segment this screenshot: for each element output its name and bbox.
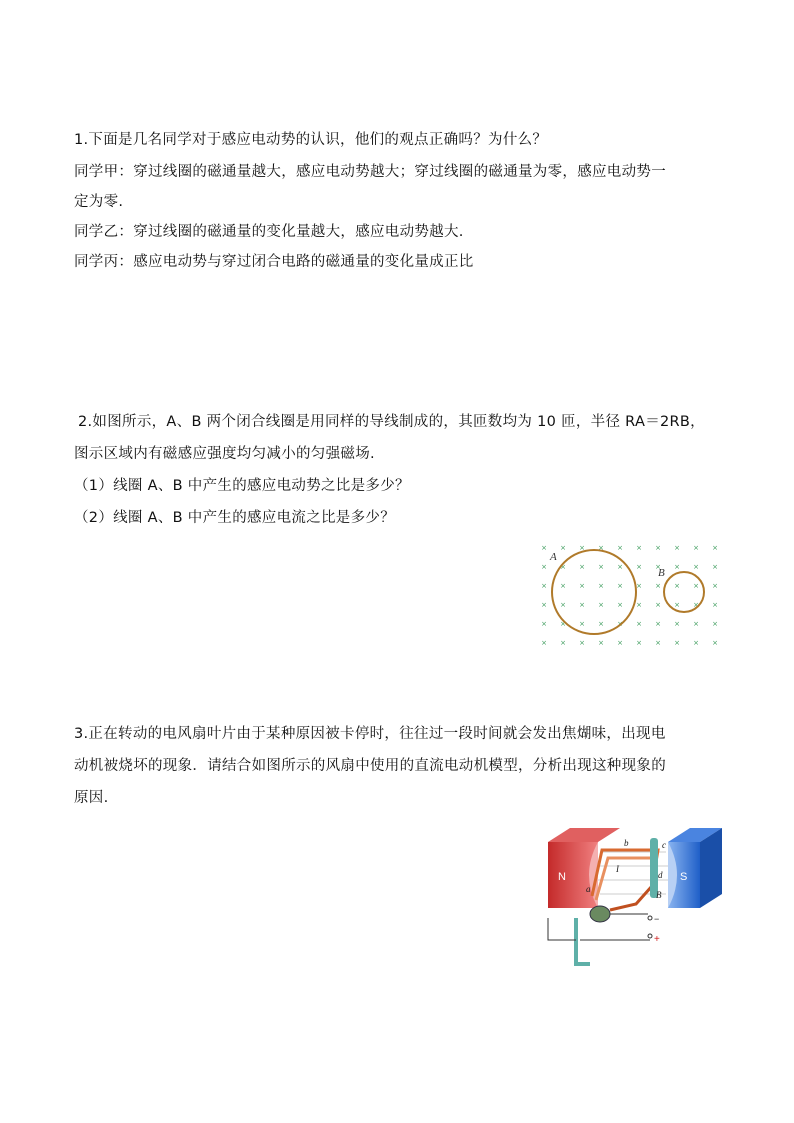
field-mark: × — [712, 639, 718, 647]
coil-a-label: A — [550, 551, 557, 563]
field-mark: × — [541, 563, 547, 571]
field-mark: × — [712, 620, 718, 628]
q3-stem-line1: 3.正在转动的电风扇叶片由于某种原因被卡停时，往往过一段时间就会发出焦煳味，出现电 — [74, 726, 666, 742]
field-mark: × — [560, 544, 566, 552]
field-mark: × — [636, 620, 642, 628]
axle-post — [650, 838, 658, 898]
field-mark: × — [674, 544, 680, 552]
field-mark: × — [598, 563, 604, 571]
field-mark: × — [617, 601, 623, 609]
q1-student-jia-line1: 同学甲：穿过线圈的磁通量越大，感应电动势越大；穿过线圈的磁通量为零，感应电动势一 — [74, 164, 666, 180]
label-d: d — [658, 870, 663, 880]
label-current: I — [616, 864, 619, 874]
field-mark: × — [617, 639, 623, 647]
field-mark: × — [541, 620, 547, 628]
field-mark: × — [655, 639, 661, 647]
field-mark: × — [655, 563, 661, 571]
field-mark: × — [541, 582, 547, 590]
q2-sub-question-2: （2）线圈 A、B 中产生的感应电流之比是多少？ — [74, 510, 396, 526]
field-mark: × — [693, 563, 699, 571]
brush-left — [576, 918, 590, 964]
north-magnet — [548, 828, 620, 908]
coils-figure — [536, 540, 726, 650]
field-mark: × — [693, 544, 699, 552]
field-mark: × — [674, 620, 680, 628]
field-mark: × — [560, 601, 566, 609]
field-mark: × — [598, 639, 604, 647]
north-label: N — [558, 871, 566, 883]
q3-stem-line2: 动机被烧坏的现象．请结合如图所示的风扇中使用的直流电动机模型，分析出现这种现象的 — [74, 758, 666, 774]
field-mark: × — [617, 620, 623, 628]
field-mark: × — [636, 639, 642, 647]
coil-a — [552, 550, 636, 634]
q2-stem-line1: 2.如图所示，A、B 两个闭合线圈是用同样的导线制成的，其匝数均为 10 匝，半径 RA＝2RB， — [78, 414, 705, 430]
south-magnet — [668, 828, 722, 908]
field-mark: × — [541, 601, 547, 609]
field-mark: × — [579, 544, 585, 552]
q2-sub-question-1: （1）线圈 A、B 中产生的感应电动势之比是多少？ — [74, 478, 410, 494]
terminal-minus — [648, 916, 652, 920]
label-b: b — [624, 838, 629, 848]
field-mark: × — [598, 582, 604, 590]
field-mark: × — [674, 563, 680, 571]
field-mark: × — [636, 582, 642, 590]
commutator — [590, 906, 610, 922]
field-mark: × — [598, 620, 604, 628]
south-label: S — [680, 871, 688, 883]
minus-sign: − — [654, 914, 660, 924]
plus-sign: + — [654, 934, 660, 945]
field-mark: × — [712, 544, 718, 552]
field-mark: × — [693, 601, 699, 609]
q3-stem-line3: 原因. — [74, 790, 109, 806]
dc-motor-figure — [540, 822, 730, 972]
field-mark: × — [579, 620, 585, 628]
field-mark: × — [579, 582, 585, 590]
field-mark: × — [655, 544, 661, 552]
field-mark: × — [693, 620, 699, 628]
field-mark: × — [655, 601, 661, 609]
label-a: a — [586, 884, 591, 894]
field-mark: × — [598, 544, 604, 552]
field-mark: × — [560, 563, 566, 571]
field-mark: × — [674, 601, 680, 609]
field-mark: × — [541, 639, 547, 647]
field-mark: × — [560, 639, 566, 647]
field-mark: × — [636, 544, 642, 552]
coil-b-label: B — [658, 567, 665, 579]
field-mark: × — [579, 639, 585, 647]
field-mark: × — [674, 582, 680, 590]
field-mark: × — [674, 639, 680, 647]
coil-b — [664, 572, 704, 612]
field-mark: × — [655, 620, 661, 628]
q1-student-yi: 同学乙：穿过线圈的磁通量的变化量越大，感应电动势越大. — [74, 224, 464, 240]
q2-stem-line2: 图示区域内有磁感应强度均匀减小的匀强磁场. — [74, 446, 375, 462]
field-mark: × — [712, 601, 718, 609]
field-mark: × — [712, 582, 718, 590]
field-mark: × — [712, 563, 718, 571]
field-mark: × — [598, 601, 604, 609]
field-mark: × — [636, 563, 642, 571]
q1-student-bing: 同学丙：感应电动势与穿过闭合电路的磁通量的变化量成正比 — [74, 254, 474, 270]
field-mark: × — [693, 639, 699, 647]
field-mark: × — [693, 582, 699, 590]
field-mark: × — [617, 563, 623, 571]
field-mark: × — [655, 582, 661, 590]
field-mark: × — [579, 601, 585, 609]
field-mark: × — [636, 601, 642, 609]
terminal-plus — [648, 934, 652, 938]
field-mark: × — [541, 544, 547, 552]
field-mark: × — [579, 563, 585, 571]
q1-stem: 1.下面是几名同学对于感应电动势的认识，他们的观点正确吗？为什么？ — [74, 132, 548, 148]
field-mark: × — [560, 582, 566, 590]
field-mark: × — [617, 582, 623, 590]
q1-student-jia-line2: 定为零. — [74, 194, 124, 210]
field-mark: × — [560, 620, 566, 628]
label-field-b: B — [656, 890, 662, 900]
label-c: c — [662, 840, 666, 850]
field-mark: × — [617, 544, 623, 552]
